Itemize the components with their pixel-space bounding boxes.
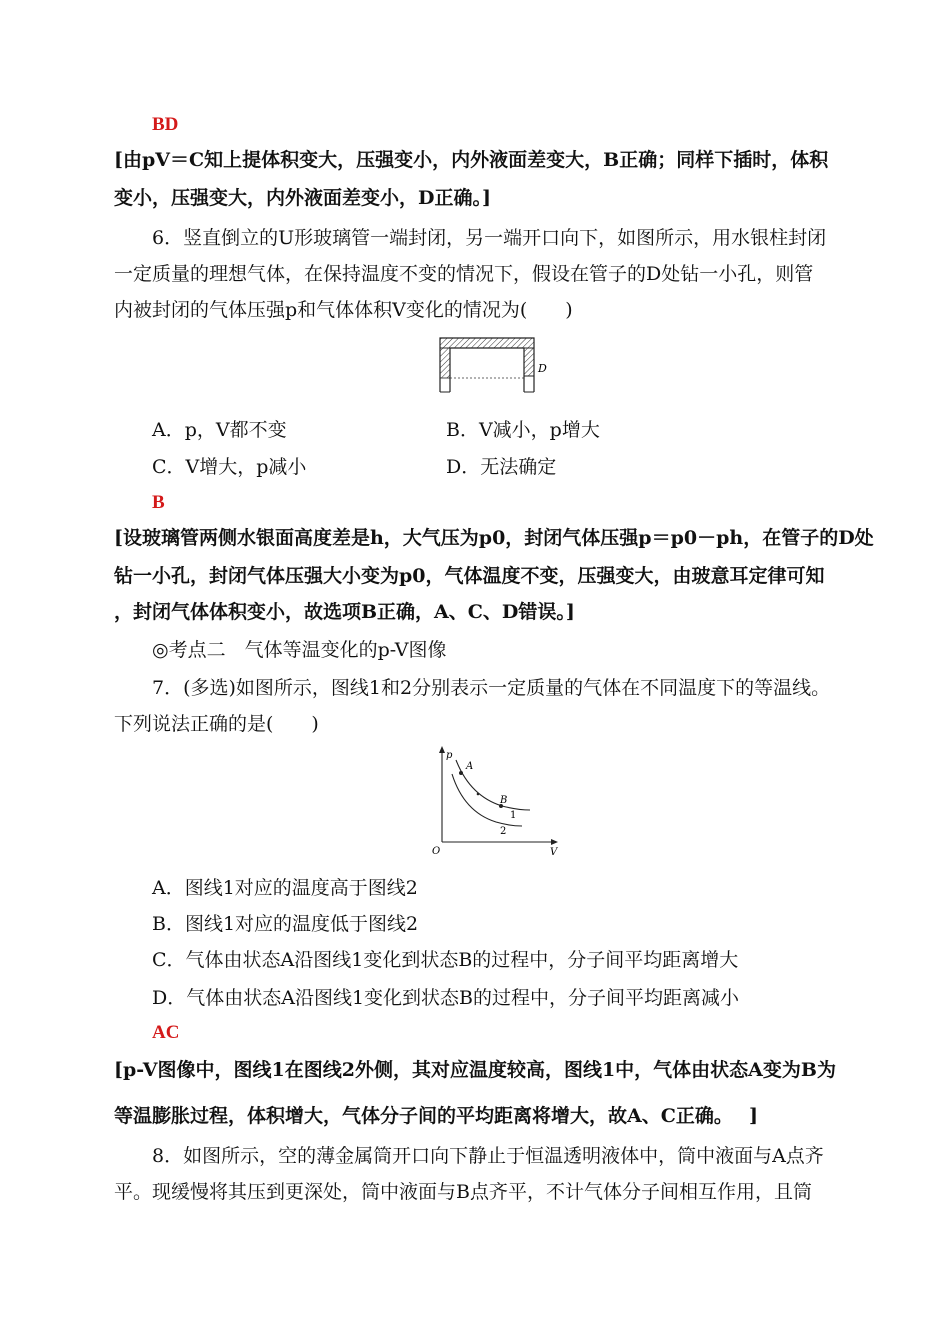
- q5-answer: BD: [152, 114, 179, 135]
- u-tube-label-d: D: [538, 362, 547, 375]
- q5-explanation-line-1: [由pV＝C知上提体积变大，压强变小，内外液面差变大，B正确；同样下插时，体积: [114, 149, 829, 171]
- q7-answer: AC: [152, 1022, 180, 1043]
- curve-1-label: 1: [510, 810, 517, 821]
- q7-stem-line-2: 下列说法正确的是( ): [114, 713, 319, 735]
- q5-explanation-line-2: 变小，压强变大，内外液面差变小，D正确。]: [114, 187, 491, 209]
- q7-stem-line-1: 7．(多选)如图所示，图线1和2分别表示一定质量的气体在不同温度下的等温线。: [152, 677, 831, 699]
- q6-answer: B: [152, 492, 165, 513]
- curve-2-label: 2: [500, 826, 507, 837]
- q7-option-a: A．图线1对应的温度高于图线2: [152, 877, 418, 899]
- q7-option-b: B．图线1对应的温度低于图线2: [152, 913, 419, 935]
- q7-explanation-line-2: 等温膨胀过程，体积增大，气体分子间的平均距离将增大，故A、C正确。 ]: [114, 1105, 758, 1127]
- q6-stem-line-1: 6．竖直倒立的U形玻璃管一端封闭，另一端开口向下，如图所示，用水银柱封闭: [152, 227, 827, 249]
- q6-option-c: C．V增大，p减小: [152, 456, 307, 478]
- u-tube-figure: [434, 334, 564, 398]
- point-a-label: A: [466, 761, 474, 772]
- q6-option-b: B．V减小，p增大: [446, 419, 600, 441]
- q7-option-c: C．气体由状态A沿图线1变化到状态B的过程中，分子间平均距离增大: [152, 949, 739, 971]
- q6-explanation-line-1: [设玻璃管两侧水银面高度差是h，大气压为p0，封闭气体压强p＝p0－ph，在管子的D处: [114, 527, 874, 549]
- curve-1-midpoint: [477, 793, 480, 796]
- q6-stem-line-2: 一定质量的理想气体，在保持温度不变的情况下，假设在管子的D处钻一小孔，则管: [114, 263, 814, 285]
- axis-label-p: p: [446, 750, 453, 761]
- q8-stem-line-1: 8．如图所示，空的薄金属筒开口向下静止于恒温透明液体中，筒中液面与A点齐: [152, 1145, 824, 1167]
- origin-label: O: [432, 846, 441, 857]
- section-heading: ◎考点二 气体等温变化的p-V图像: [152, 639, 447, 661]
- axis-label-v: V: [550, 847, 558, 858]
- q6-stem-line-3: 内被封闭的气体压强p和气体体积V变化的情况为( ): [114, 299, 573, 321]
- q6-option-a: A．p，V都不变: [152, 419, 287, 441]
- q6-explanation-line-2: 钻一小孔，封闭气体压强大小变为p0，气体温度不变，压强变大，由玻意耳定律可知: [114, 565, 825, 587]
- q7-option-d: D．气体由状态A沿图线1变化到状态B的过程中，分子间平均距离减小: [152, 987, 740, 1009]
- q6-option-d: D．无法确定: [446, 456, 557, 478]
- q6-explanation-line-3: ，封闭气体体积变小，故选项B正确，A、C、D错误。]: [114, 601, 575, 623]
- q7-explanation-line-1: [p-V图像中，图线1在图线2外侧，其对应温度较高，图线1中，气体由状态A变为B为: [114, 1059, 836, 1081]
- q8-stem-line-2: 平。现缓慢将其压到更深处，筒中液面与B点齐平，不计气体分子间相互作用，且筒: [114, 1181, 812, 1203]
- point-a-marker: [459, 771, 463, 775]
- pv-isotherm-figure: [426, 744, 562, 858]
- point-b-label: B: [500, 795, 508, 806]
